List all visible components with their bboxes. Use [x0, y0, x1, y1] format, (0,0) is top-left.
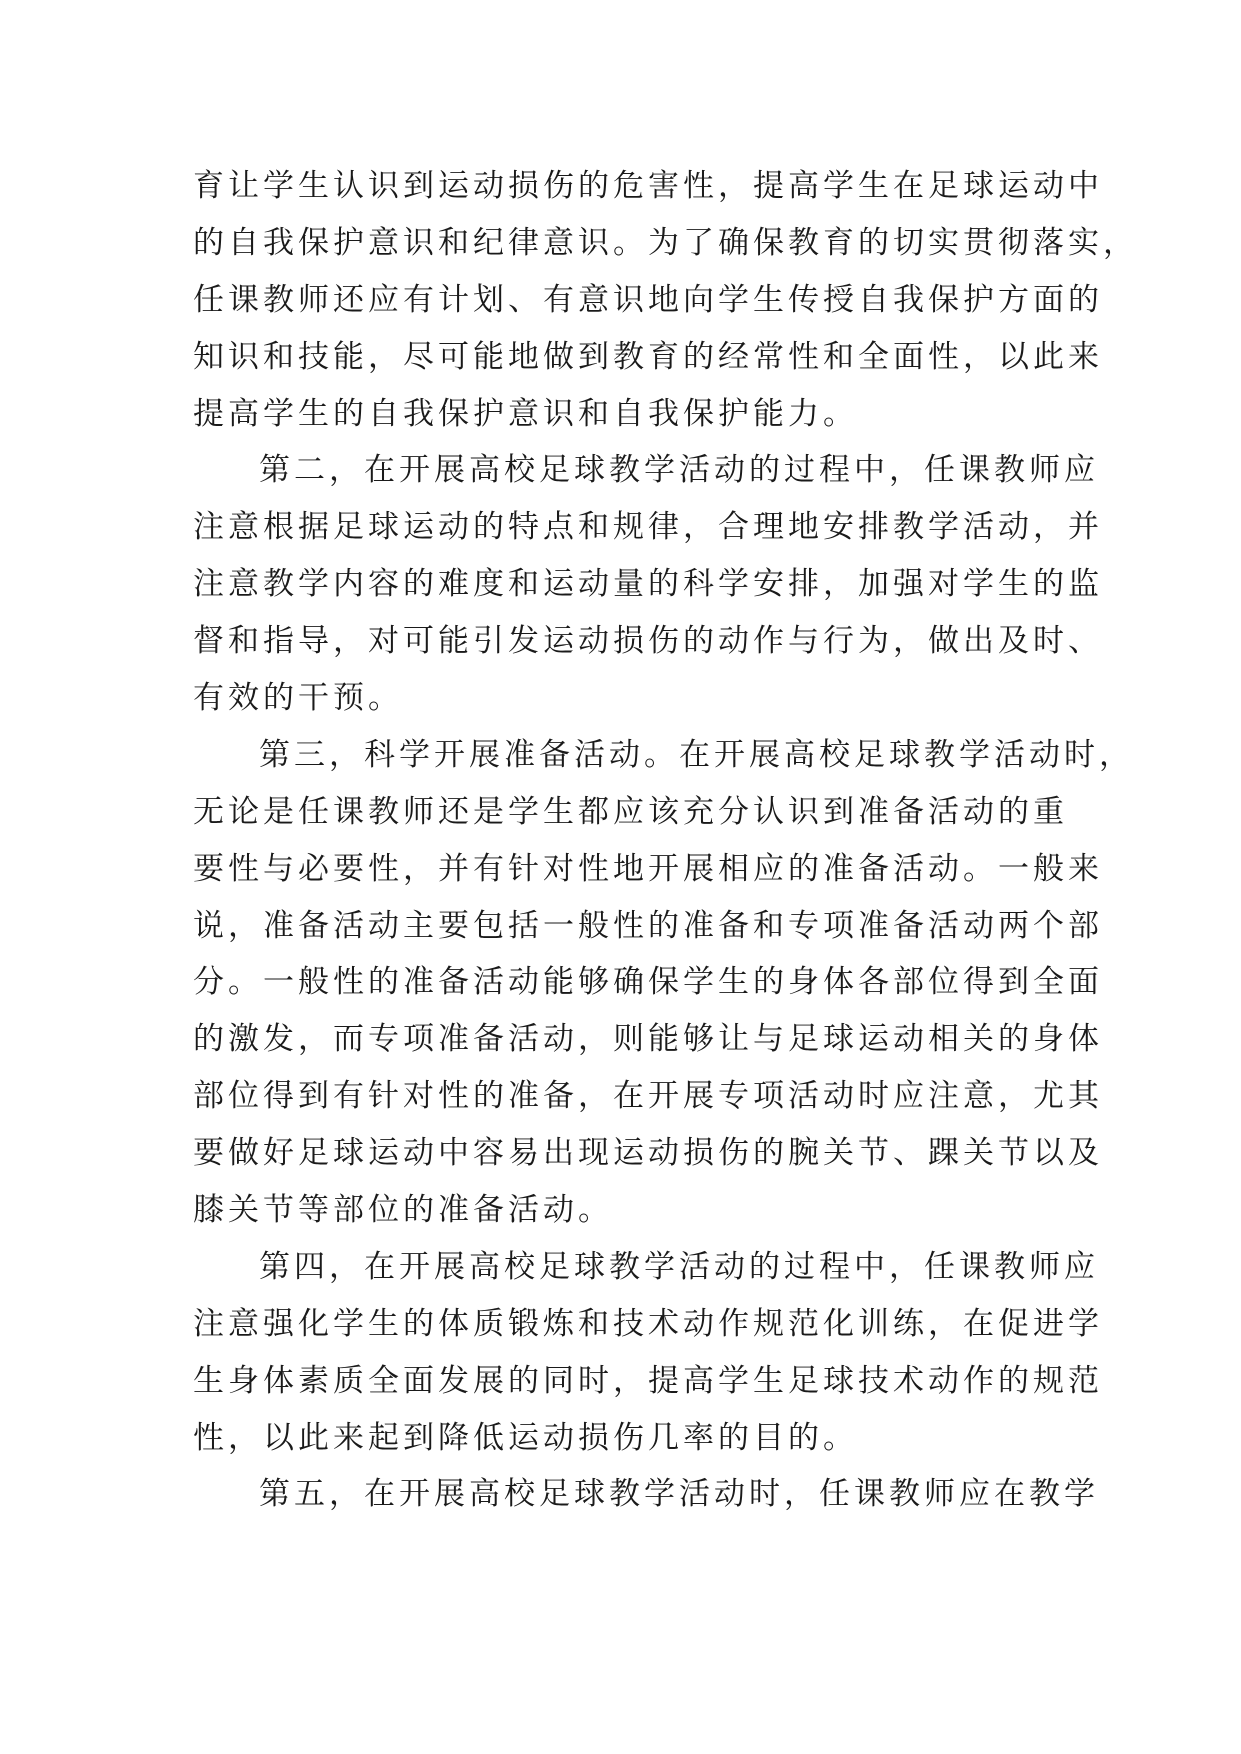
paragraph-start-line: 第五，在开展高校足球教学活动时，任课教师应在教学: [259, 1476, 1099, 1513]
text-line: 要做好足球运动中容易出现运动损伤的腕关节、踝关节以及: [193, 1135, 1103, 1172]
text-line: 说，准备活动主要包括一般性的准备和专项准备活动两个部: [193, 907, 1103, 944]
text-line: 的自我保护意识和纪律意识。为了确保教育的切实贯彻落实，: [193, 224, 1138, 261]
text-line: 有效的干预。: [193, 680, 403, 717]
paragraph-start-line: 第二，在开展高校足球教学活动的过程中，任课教师应: [259, 452, 1099, 489]
text-line: 注意强化学生的体质锻炼和技术动作规范化训练，在促进学: [193, 1305, 1103, 1342]
text-line: 育让学生认识到运动损伤的危害性，提高学生在足球运动中: [193, 168, 1103, 204]
text-line: 性，以此来起到降低运动损伤几率的目的。: [193, 1419, 858, 1456]
text-line: 无论是任课教师还是学生都应该充分认识到准备活动的重: [193, 793, 1068, 830]
text-line: 注意教学内容的难度和运动量的科学安排，加强对学生的监: [193, 566, 1103, 603]
text-line: 部位得到有针对性的准备，在开展专项活动时应注意，尤其: [193, 1078, 1103, 1115]
text-line: 注意根据足球运动的特点和规律，合理地安排教学活动，并: [193, 509, 1103, 546]
text-line: 要性与必要性，并有针对性地开展相应的准备活动。一般来: [193, 850, 1103, 887]
paragraph-start-line: 第四，在开展高校足球教学活动的过程中，任课教师应: [259, 1248, 1099, 1285]
text-line: 知识和技能，尽可能地做到教育的经常性和全面性，以此来: [193, 338, 1103, 375]
text-line: 生身体素质全面发展的同时，提高学生足球技术动作的规范: [193, 1362, 1103, 1399]
body-text: [193, 158, 1138, 1523]
text-line: 任课教师还应有计划、有意识地向学生传授自我保护方面的: [193, 281, 1103, 318]
paragraph-start-line: 第三，科学开展准备活动。在开展高校足球教学活动时，: [259, 736, 1134, 773]
text-line: 督和指导，对可能引发运动损伤的动作与行为，做出及时、: [193, 623, 1103, 660]
text-line: 分。一般性的准备活动能够确保学生的身体各部位得到全面: [193, 964, 1103, 1001]
text-line: 膝关节等部位的准备活动。: [193, 1192, 613, 1229]
text-line: 提高学生的自我保护意识和自我保护能力。: [193, 395, 858, 432]
text-line: 的激发，而专项准备活动，则能够让与足球运动相关的身体: [193, 1021, 1103, 1058]
